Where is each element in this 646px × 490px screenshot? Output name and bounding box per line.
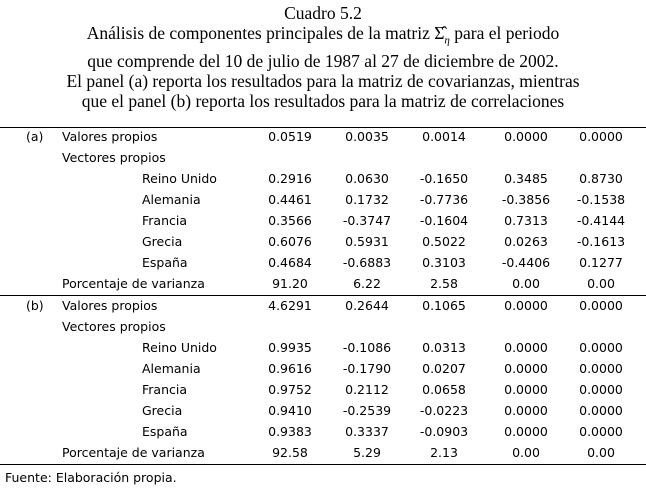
eigenvector-cell: 0.0000 (504, 361, 548, 376)
caption-line-2 (0, 23, 646, 51)
eigenvalues-label: Valores propios (62, 129, 158, 144)
country-label: España (142, 255, 188, 270)
eigenvector-cell: 0.1277 (579, 255, 623, 270)
variance-label: Porcentaje de varianza (62, 445, 205, 460)
caption-line-4: El panel (a) reporta los resultados para la matriz de covarianzas, mientras (66, 70, 580, 91)
eigenvectors-label: Vectores propios (62, 150, 166, 165)
eigenvector-cell: 0.5022 (422, 234, 466, 249)
panel-tag: (b) (26, 298, 44, 313)
panel_b-eigenvalues-row (0, 296, 646, 316)
eigenvector-cell: 0.0000 (579, 382, 623, 397)
eigenvector-cell: -0.4144 (576, 213, 626, 228)
panel-divider-rule (0, 295, 646, 296)
table-row (0, 422, 646, 442)
eigenvector-cell: 0.4684 (268, 255, 312, 270)
eigenvector-cell: 0.9752 (268, 382, 312, 397)
eigenvector-cell: 0.0000 (504, 382, 548, 397)
eigenvector-cell: 0.9616 (268, 361, 312, 376)
eigenvector-cell: 0.3103 (422, 255, 466, 270)
eigenvector-cell: -0.1538 (576, 192, 626, 207)
eigenvector-cell: 0.0000 (579, 424, 623, 439)
eigenvector-cell: -0.1650 (419, 171, 469, 186)
table-row (0, 359, 646, 379)
eigenvector-cell: 0.0000 (579, 361, 623, 376)
panel_a-eigenvalues-row (0, 127, 646, 147)
variance-cell: 0.00 (512, 276, 540, 291)
panel_b-variance-row (0, 443, 646, 463)
eigenvector-cell: -0.1604 (419, 213, 469, 228)
variance-cell: 0.00 (512, 445, 540, 460)
eigenvector-cell: 0.0313 (422, 340, 466, 355)
variance-label: Porcentaje de varianza (62, 276, 205, 291)
eigenvector-cell: 0.5931 (345, 234, 389, 249)
eigenvector-cell: 0.0263 (504, 234, 548, 249)
eigenvector-cell: -0.1086 (342, 340, 392, 355)
eigenvector-cell: -0.0223 (419, 403, 469, 418)
country-label: España (142, 424, 188, 439)
table-row (0, 253, 646, 273)
eigenvector-cell: 0.8730 (579, 171, 623, 186)
eigenvalue-cell: 0.0000 (504, 298, 548, 313)
variance-cell: 6.22 (353, 276, 381, 291)
eigenvector-cell: -0.3856 (501, 192, 551, 207)
eigenvector-cell: -0.2539 (342, 403, 392, 418)
eigenvector-cell: 0.0000 (579, 403, 623, 418)
bottom-rule (0, 464, 646, 465)
eigenvector-cell: 0.0000 (504, 403, 548, 418)
table-row (0, 190, 646, 210)
eigenvector-cell: 0.9935 (268, 340, 312, 355)
caption-line-2-end: para el periodo (449, 23, 560, 43)
eigenvector-cell: 0.7313 (504, 213, 548, 228)
eigenvector-cell: -0.1790 (342, 361, 392, 376)
eigenvector-cell: 0.3485 (504, 171, 548, 186)
eigenvector-cell: 0.0000 (504, 424, 548, 439)
eigenvalue-cell: 0.0000 (579, 298, 623, 313)
eigenvectors-label: Vectores propios (62, 319, 166, 334)
eigenvector-cell: 0.0207 (422, 361, 466, 376)
variance-cell: 91.20 (272, 276, 308, 291)
eigenvector-cell: -0.7736 (419, 192, 469, 207)
table-row (0, 169, 646, 189)
caption-line-2-start: Análisis de componentes principales de la matriz (86, 23, 435, 43)
variance-cell: 2.58 (430, 276, 458, 291)
panel_a-variance-row (0, 274, 646, 294)
eigenvalue-cell: 0.0000 (504, 129, 548, 144)
eigenvalue-cell: 0.1065 (422, 298, 466, 313)
eigenvector-cell: 0.3566 (268, 213, 312, 228)
eigenvector-cell: 0.0630 (345, 171, 389, 186)
panel_b-eigenvectors-label-row (0, 317, 646, 337)
caption-title: Cuadro 5.2 (284, 3, 362, 23)
eigenvalue-cell: 0.0035 (345, 129, 389, 144)
eigenvector-cell: -0.0903 (419, 424, 469, 439)
table-row (0, 380, 646, 400)
eigenvector-cell: 0.6076 (268, 234, 312, 249)
eigenvector-cell: 0.0000 (579, 340, 623, 355)
panel_a-eigenvectors-label-row (0, 148, 646, 168)
country-label: Reino Unido (142, 340, 217, 355)
country-label: Grecia (142, 234, 183, 249)
eigenvector-cell: 0.2916 (268, 171, 312, 186)
source-note: Fuente: Elaboración propia. (5, 470, 177, 485)
table-row (0, 338, 646, 358)
country-label: Alemania (142, 192, 201, 207)
eigenvalue-cell: 0.0014 (422, 129, 466, 144)
country-label: Alemania (142, 361, 201, 376)
eigenvector-cell: -0.1613 (576, 234, 626, 249)
eigenvector-cell: 0.9410 (268, 403, 312, 418)
sigma-hat-symbol: Σ̂ (434, 23, 445, 43)
eigenvector-cell: 0.2112 (345, 382, 389, 397)
eigenvector-cell: 0.9383 (268, 424, 312, 439)
eigenvalue-cell: 4.6291 (268, 298, 312, 313)
country-label: Reino Unido (142, 171, 217, 186)
eigenvector-cell: -0.6883 (342, 255, 392, 270)
eigenvalue-cell: 0.0519 (268, 129, 312, 144)
eigenvalue-cell: 0.0000 (579, 129, 623, 144)
table-caption (0, 3, 646, 111)
variance-cell: 2.13 (430, 445, 458, 460)
eigenvector-cell: -0.3747 (342, 213, 392, 228)
variance-cell: 92.58 (272, 445, 308, 460)
table-row (0, 211, 646, 231)
eta-subscript: η (444, 34, 450, 47)
table-row (0, 232, 646, 252)
eigenvector-cell: 0.0658 (422, 382, 466, 397)
country-label: Francia (142, 213, 188, 228)
eigenvector-cell: -0.4406 (501, 255, 551, 270)
variance-cell: 5.29 (353, 445, 381, 460)
eigenvalue-cell: 0.2644 (345, 298, 389, 313)
eigenvector-cell: 0.1732 (345, 192, 389, 207)
country-label: Grecia (142, 403, 183, 418)
variance-cell: 0.00 (587, 276, 615, 291)
eigenvalues-label: Valores propios (62, 298, 158, 313)
country-label: Francia (142, 382, 188, 397)
table-row (0, 401, 646, 421)
caption-line-3: que comprende del 10 de julio de 1987 al 27 de diciembre de 2002. (87, 50, 559, 71)
variance-cell: 0.00 (587, 445, 615, 460)
panel-tag: (a) (26, 129, 44, 144)
eigenvector-cell: 0.4461 (268, 192, 312, 207)
eigenvector-cell: 0.0000 (504, 340, 548, 355)
eigenvector-cell: 0.3337 (345, 424, 389, 439)
caption-line-5: que el panel (b) reporta los resultados para la matriz de correlaciones (81, 90, 565, 111)
